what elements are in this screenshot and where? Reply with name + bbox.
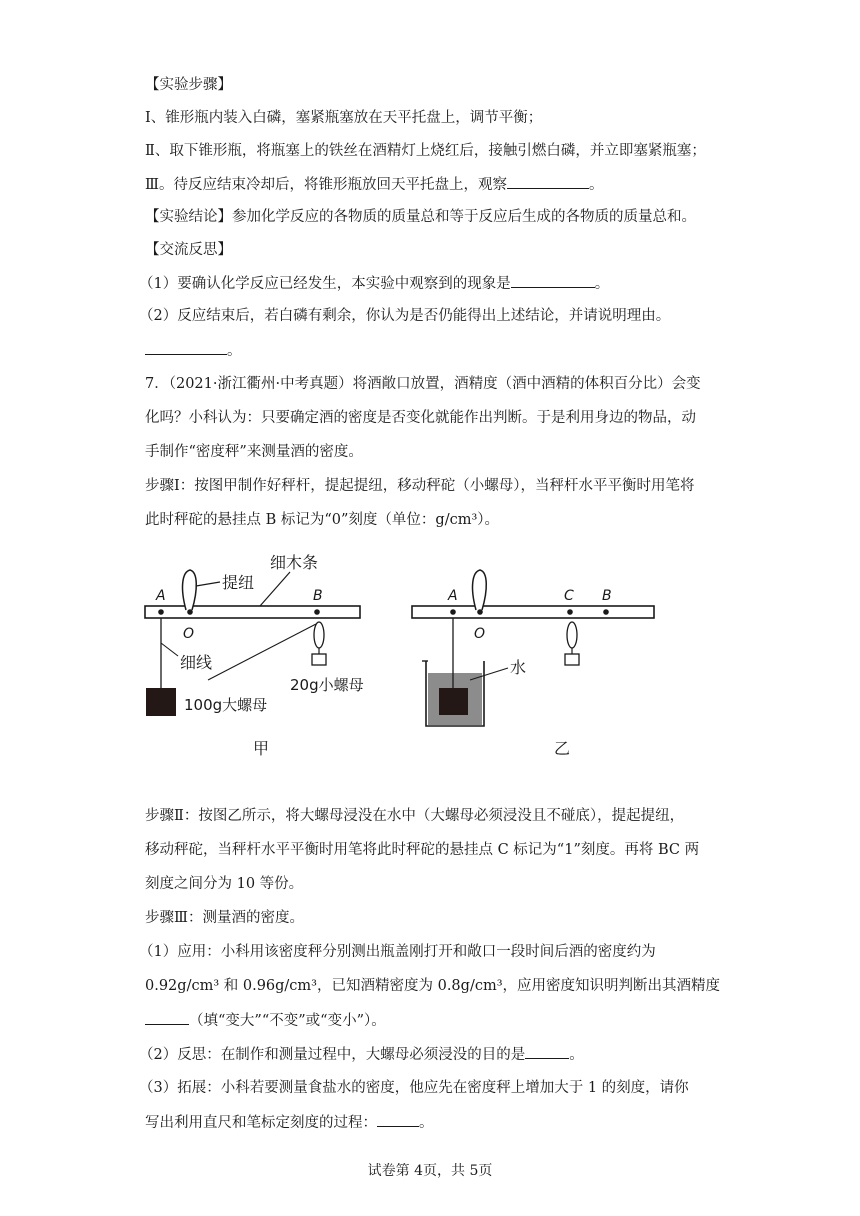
answer-blank[interactable] [507,174,589,189]
label-string: 细线 [180,653,213,672]
big-nut [146,688,176,716]
reflection-q1: （1）要确认化学反应已经发生，本实验中观察到的现象是 。 [139,273,609,294]
rod-pointer [260,572,290,606]
point-b-dot [603,609,609,615]
point-o-dot [477,609,483,615]
label-water: 水 [510,658,527,677]
answer-blank[interactable] [377,1112,419,1127]
reflection-question: （2）反思：在制作和测量过程中，大螺母必须浸没的目的是 。 [139,1044,584,1065]
label-knob: 提纽 [222,573,255,592]
label-point-c: C [564,588,574,604]
step-ii-line-1: 步骤Ⅱ：按图乙所示，将大螺母浸没在水中（大螺母必须浸没且不碰底），提起提纽， [145,808,685,824]
answer-blank[interactable] [145,1010,189,1025]
figure-jia [145,553,364,758]
reflection-q2: （2）反应结束后，若白磷有剩余，你认为是否仍能得出上述结论，并请说明理由。 [139,308,671,324]
point-b-dot [314,609,320,615]
figure-yi [412,570,654,758]
knob-pointer [196,582,220,586]
heading-reflection: 【交流反思】 [145,242,232,258]
experiment-conclusion: 【实验结论】参加化学反应的各物质的质量总和等于反应后生成的各物质的质量总和。 [145,209,696,225]
question-7-line-3: 手制作“密度秤”来测量酒的密度。 [145,444,363,460]
point-o-dot [187,609,193,615]
small-nut [312,654,326,665]
page-footer: 试卷第 4页，共 5页 [367,1163,493,1179]
hook-left [314,622,324,648]
application-line-1: （1）应用：小科用该密度秤分别测出瓶盖刚打开和敞口一段时间后酒的密度约为 [139,944,656,960]
point-c-dot [567,609,573,615]
figure-svg [130,548,690,763]
small-nut [565,654,579,665]
label-point-o: O [183,626,195,642]
answer-blank[interactable] [511,273,595,288]
step-2: Ⅱ、取下锥形瓶，将瓶塞上的铁丝在酒精灯上烧红后，接触引燃白磷，并立即塞紧瓶塞； [145,143,706,159]
point-a-dot [450,609,456,615]
step-i-line-1: 步骤Ⅰ：按图甲制作好秤杆，提起提纽，移动秤砣（小螺母），当秤杆水平平衡时用笔将 [145,478,695,494]
hook-right [567,622,577,648]
label-point-a: A [448,588,458,604]
step-ii-line-3: 刻度之间分为 10 等份。 [145,876,304,892]
heading-experiment-steps: 【实验步骤】 [145,77,232,93]
small-nut-pointer [208,624,316,680]
label-small-nut: 20g小螺母 [290,676,364,694]
label-point-o: O [474,626,486,642]
question-7-line-2: 化吗？小科认为：只要确定酒的密度是否变化就能作出判断。于是利用身边的物品，动 [145,410,696,426]
answer-blank[interactable] [145,340,227,355]
point-a-dot [158,609,164,615]
label-point-b: B [313,588,323,604]
extension-line-2: 写出利用直尺和笔标定刻度的过程： 。 [145,1112,434,1133]
step-iii: 步骤Ⅲ：测量酒的密度。 [145,910,304,926]
application-line-2: 0.92g/cm³ 和 0.96g/cm³，已知酒精密度为 0.8g/cm³，应用密度知识明判断出其酒精度 [145,978,721,994]
knob-loop-left [183,570,197,610]
density-scale-figure [130,548,690,763]
label-point-a: A [156,588,166,604]
answer-blank[interactable] [525,1044,569,1059]
step-i-line-2: 此时秤砣的悬挂点 B 标记为“0”刻度（单位：g/cm³）。 [145,512,500,528]
reflection-q2-answer: 。 [145,340,242,361]
label-big-nut: 100g大螺母 [184,696,268,714]
step-1: Ⅰ、锥形瓶内装入白磷，塞紧瓶塞放在天平托盘上，调节平衡； [145,110,543,126]
label-rod: 细木条 [270,553,319,572]
extension-line-1: （3）拓展：小科若要测量食盐水的密度，他应先在密度秤上增加大于 1 的刻度，请你 [139,1080,689,1096]
wooden-rod-left [145,606,360,618]
string-pointer [161,643,178,656]
knob-loop-right [473,570,487,610]
label-point-b: B [602,588,612,604]
step-3: Ⅲ。待反应结束冷却后，将锥形瓶放回天平托盘上，观察 。 [145,174,603,195]
question-7-line-1: 7．（2021·浙江衢州·中考真题）将酒敞口放置，酒精度（酒中酒精的体积百分比）会变 [145,376,701,392]
wooden-rod-right [412,606,654,618]
caption-jia: 甲 [253,739,270,758]
big-nut-submerged [439,688,468,715]
application-line-3: （填“变大”“不变”或“变小”）。 [145,1010,386,1031]
caption-yi: 乙 [554,739,571,758]
step-ii-line-2: 移动秤砣，当秤杆水平平衡时用笔将此时秤砣的悬挂点 C 标记为“1”刻度。再将 BC 两 [145,842,700,858]
